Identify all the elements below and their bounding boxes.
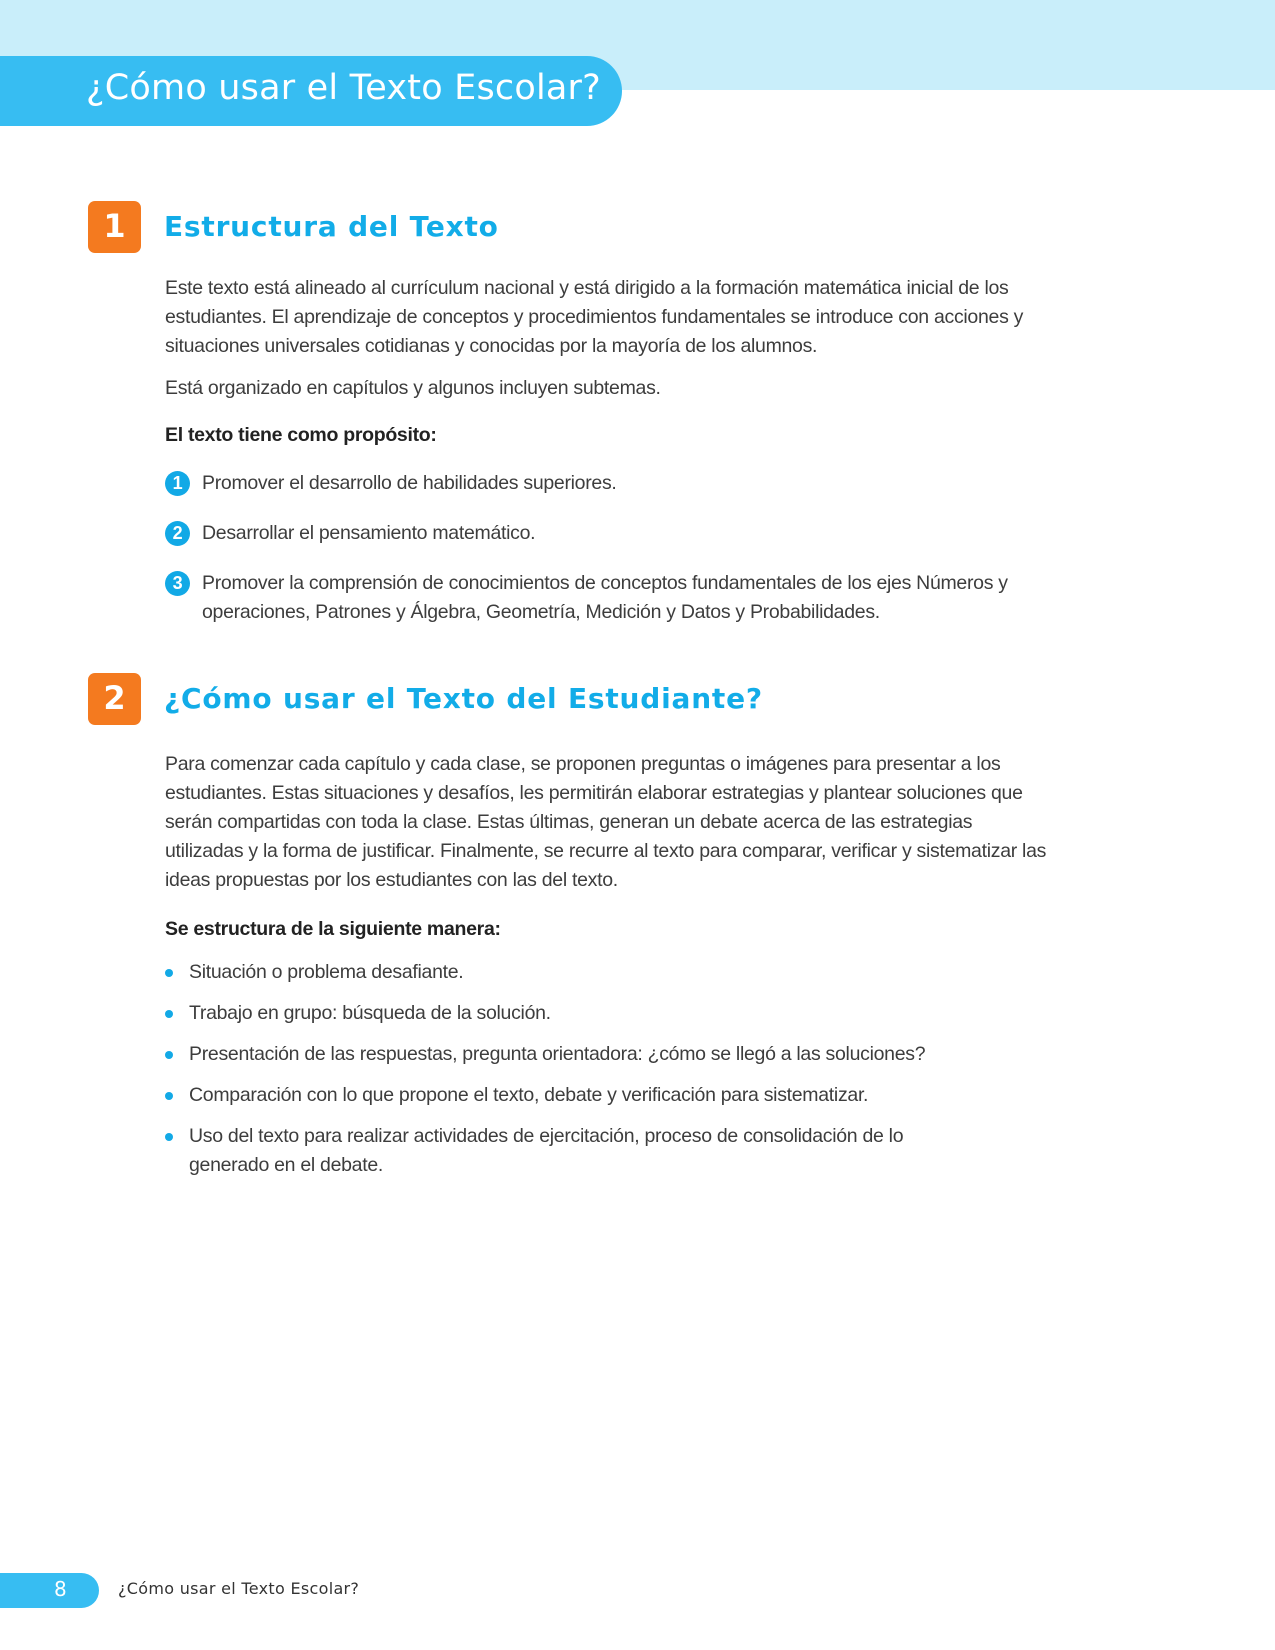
bullet-item (165, 958, 1065, 987)
number-circle-icon: 3 (165, 571, 190, 596)
numbered-item (165, 519, 1065, 548)
numbered-item (165, 569, 1055, 627)
bullet-icon (165, 1010, 173, 1018)
running-title: ¿Cómo usar el Texto Escolar? (118, 1579, 360, 1598)
item-text: Comparación con lo que propone el texto, debate y verificación para sistematizar. (189, 1084, 869, 1106)
bullet-item (165, 1040, 1065, 1069)
section-number-badge: 1 (88, 201, 141, 253)
bullet-item (165, 1081, 1065, 1110)
item-text: Promover el desarrollo de habilidades superiores. (202, 472, 617, 494)
list-heading: El texto tiene como propósito: (165, 424, 437, 446)
section-paragraph: Para comenzar cada capítulo y cada clase, se proponen preguntas o imágenes para presentar a los estudiantes. Estas situaciones y desafíos, les permitirán elaborar estrategias y plantear soluciones que serán compartidas con toda la clase. Estas últimas, generan un debate acerca de las estrategias utilizadas y la forma de justificar. Finalmente, se recurre al texto para comparar, verificar y sistematizar las ideas propuestas por los estudiantes con las del texto. (165, 753, 1047, 891)
item-text: Desarrollar el pensamiento matemático. (202, 522, 536, 544)
item-text: Presentación de las respuestas, pregunta orientadora: ¿cómo se llegó a las soluciones? (189, 1043, 926, 1065)
bullet-icon (165, 1133, 173, 1141)
section-paragraph: Está organizado en capítulos y algunos incluyen subtemas. (165, 377, 661, 399)
bullet-icon (165, 969, 173, 977)
numbered-item (165, 469, 1065, 498)
bullet-item (165, 999, 1065, 1028)
page-number-tab (0, 1573, 99, 1608)
section-paragraph: Este texto está alineado al currículum nacional y está dirigido a la formación matemática inicial de los estudiantes. El aprendizaje de conceptos y procedimientos fundamentales se introduce con acciones y situaciones universales cotidianas y conocidas por la mayoría de los alumnos. (165, 277, 1024, 357)
page-title: ¿Cómo usar el Texto Escolar? (86, 68, 601, 108)
section-number-badge: 2 (88, 673, 141, 725)
item-text: Trabajo en grupo: búsqueda de la solución. (189, 1002, 551, 1024)
number-circle-icon: 2 (165, 521, 190, 546)
item-text: Uso del texto para realizar actividades de ejercitación, proceso de consolidación de lo generado en el debate. (189, 1125, 904, 1176)
bullet-icon (165, 1051, 173, 1059)
page-number: 8 (54, 1577, 67, 1601)
item-text: Situación o problema desafiante. (189, 961, 464, 983)
item-text: Promover la comprensión de conocimientos de conceptos fundamentales de los ejes Números y operaciones, Patrones y Álgebra, Geometría, Medición y Datos y Probabilidades. (202, 572, 1008, 623)
section-title: ¿Cómo usar el Texto del Estudiante? (164, 682, 763, 715)
page-title-tab (0, 56, 622, 126)
bullet-icon (165, 1092, 173, 1100)
bullet-item (165, 1122, 965, 1180)
section-title: Estructura del Texto (164, 210, 499, 243)
list-heading: Se estructura de la siguiente manera: (165, 918, 501, 940)
number-circle-icon: 1 (165, 471, 190, 496)
